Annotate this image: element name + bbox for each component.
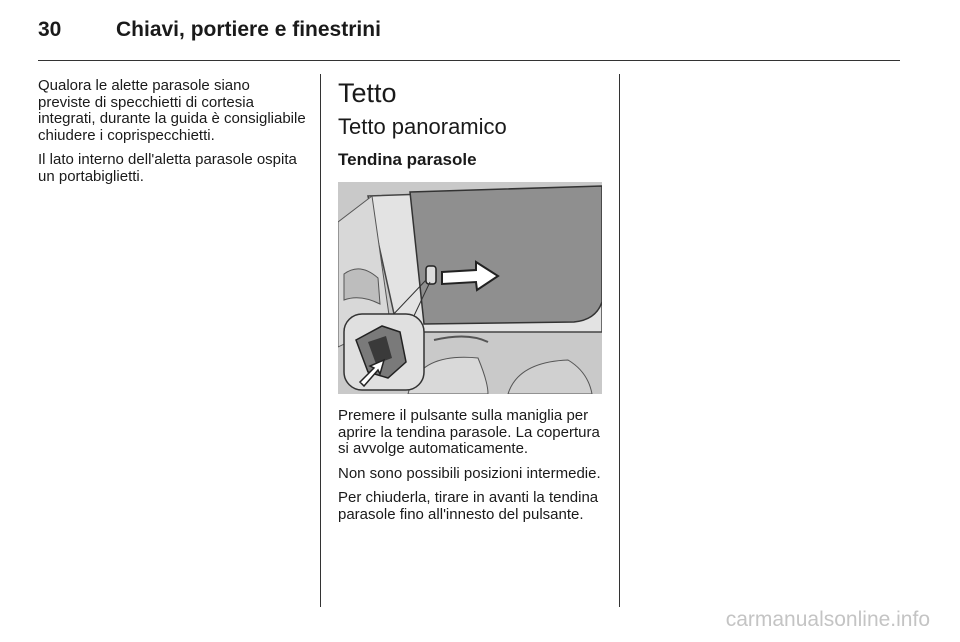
paragraph-no-intermediate: Non sono possibili posizioni intermedie. <box>338 464 601 482</box>
chapter-title: Chiavi, portiere e finestrini <box>116 18 381 41</box>
shade-handle <box>426 266 436 284</box>
sunshade-panel <box>410 186 602 324</box>
minor-heading: Tendina parasole <box>338 150 477 169</box>
paragraph-vanity-mirrors: Qualora le alette parasole siano previste di specchietti di cortesia integrati, durante la guida è consigliabile chiudere i coprispecchietti. <box>38 77 306 144</box>
paragraph-open-instructions: Premere il pulsante sulla maniglia per aprire la tendina parasole. La copertura si avvolge automaticamente. <box>338 407 600 457</box>
watermark: carmanualsonline.info <box>725 608 930 631</box>
header-divider <box>38 60 900 61</box>
paragraph-close-instructions: Per chiuderla, tirare in avanti la tendina parasole fino all'innesto del pulsante. <box>338 489 599 523</box>
page-number: 30 <box>38 18 62 41</box>
middle-column <box>338 78 606 531</box>
sunshade-illustration <box>338 182 602 394</box>
page-header <box>38 18 381 48</box>
subsection-title: Tetto panoramico <box>338 114 507 139</box>
column-divider-right <box>619 74 620 607</box>
section-title: Tetto <box>338 78 397 108</box>
column-divider-left <box>320 74 321 607</box>
left-column <box>38 78 306 193</box>
paragraph-ticket-holder: Il lato interno dell'aletta parasole ospita un portabiglietti. <box>38 151 297 185</box>
